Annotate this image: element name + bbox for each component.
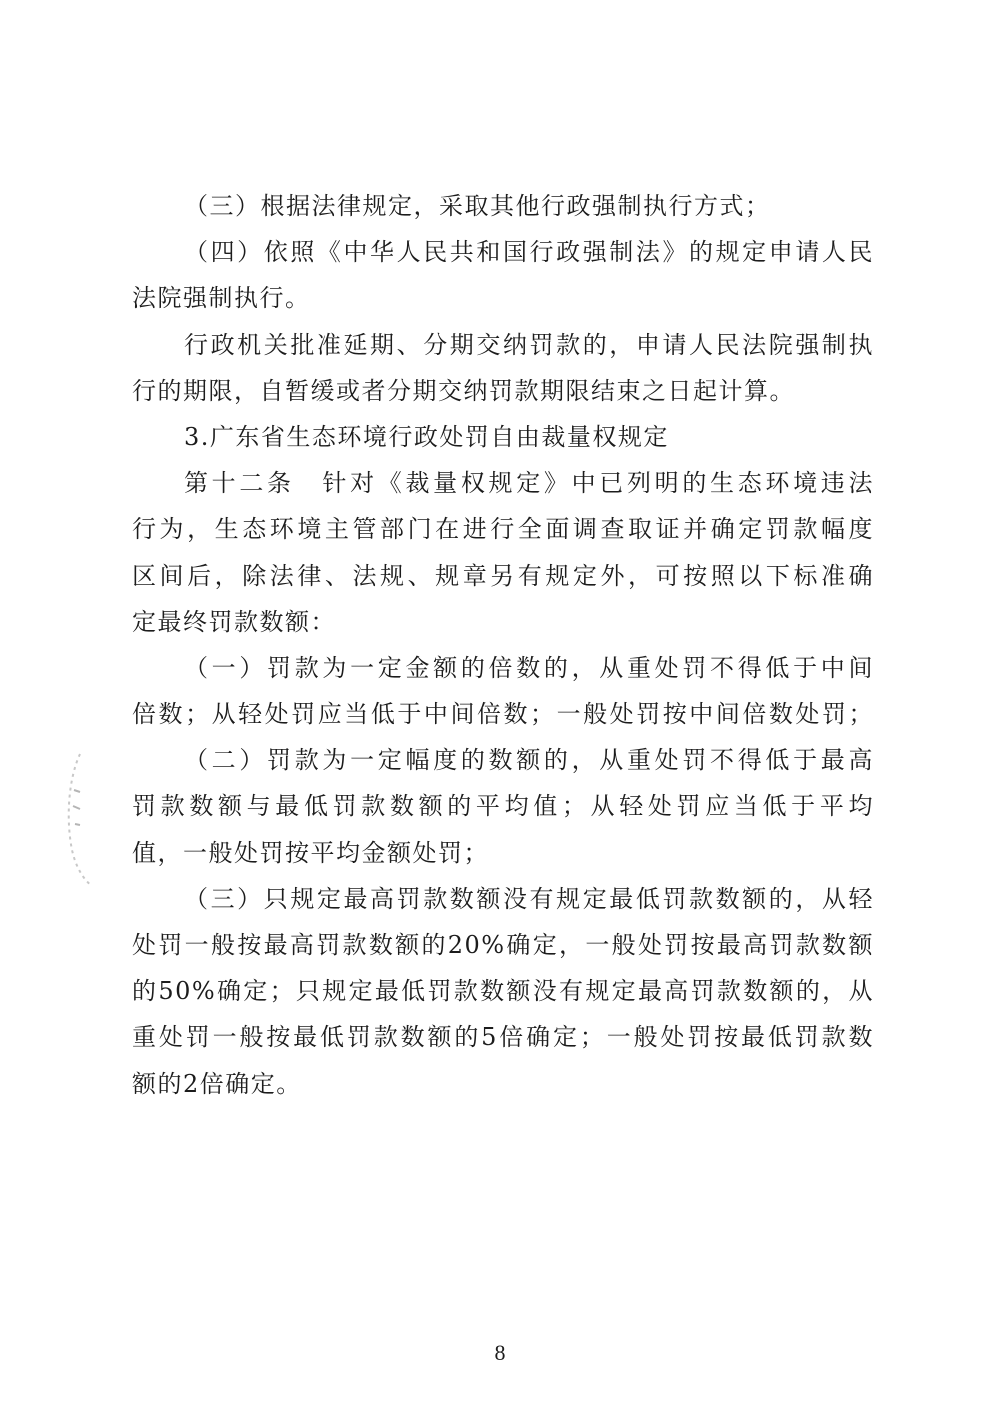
text-line: 重处罚一般按最低罚款数额的5倍确定；一般处罚按最低罚款数 <box>132 1023 874 1052</box>
text-line: 第十二条 针对《裁量权规定》中已列明的生态环境违法 <box>184 469 874 498</box>
text-line: 罚款数额与最低罚款数额的平均值；从轻处罚应当低于平均 <box>132 792 874 821</box>
binding-margin-mark <box>58 750 98 890</box>
page-number: 8 <box>494 1340 506 1365</box>
text-line: （一）罚款为一定金额的倍数的，从重处罚不得低于中间 <box>184 653 874 682</box>
text-line: （三）根据法律规定，采取其他行政强制执行方式； <box>184 192 771 220</box>
text-line: 处罚一般按最高罚款数额的20%确定，一般处罚按最高罚款数额 <box>132 931 874 959</box>
text-line: 法院强制执行。 <box>132 284 311 313</box>
text-line: 行的期限，自暂缓或者分期交纳罚款期限结束之日起计算。 <box>132 376 795 405</box>
text-line: 值，一般处罚按平均金额处罚； <box>132 838 489 867</box>
section-heading: 3.广东省生态环境行政处罚自由裁量权规定 <box>184 422 669 451</box>
text-line: （四）依照《中华人民共和国行政强制法》的规定申请人民 <box>184 238 874 267</box>
text-line: 的50%确定；只规定最低罚款数额没有规定最高罚款数额的，从 <box>132 977 874 1006</box>
text-line: 额的2倍确定。 <box>132 1069 302 1098</box>
text-line: 定最终罚款数额： <box>132 607 336 636</box>
document-body <box>132 183 874 1107</box>
text-line: 倍数；从轻处罚应当低于中间倍数；一般处罚按中间倍数处罚； <box>132 700 874 729</box>
text-line: （二）罚款为一定幅度的数额的，从重处罚不得低于最高 <box>184 746 874 775</box>
text-line: （三）只规定最高罚款数额没有规定最低罚款数额的，从轻 <box>184 884 874 913</box>
text-line: 区间后，除法律、法规、规章另有规定外，可按照以下标准确 <box>132 561 874 590</box>
text-line: 行为，生态环境主管部门在进行全面调查取证并确定罚款幅度 <box>132 515 874 544</box>
text-line: 行政机关批准延期、分期交纳罚款的，申请人民法院强制执 <box>184 330 874 359</box>
